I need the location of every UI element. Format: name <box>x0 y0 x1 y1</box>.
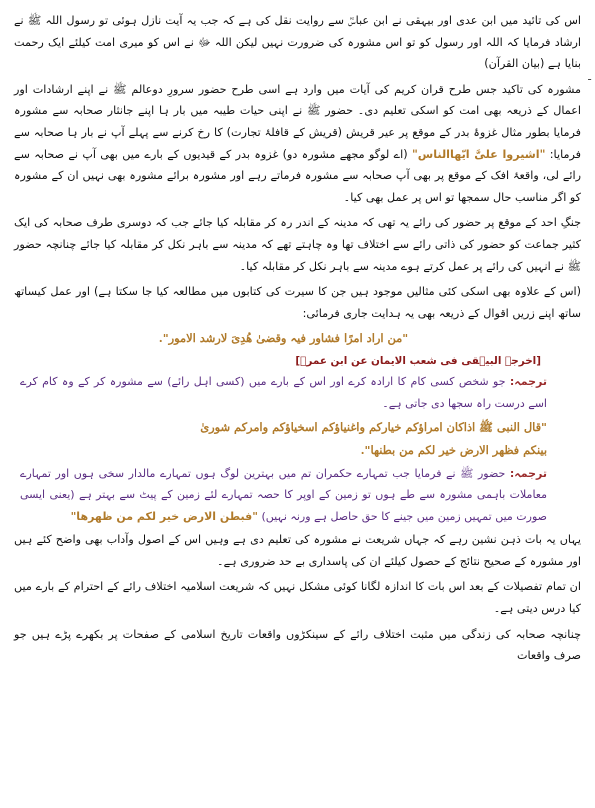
paragraph-7-text: چنانچہ صحابہ کی زندگی میں مثبت اختلاف رائے کے سینکڑوں واقعات تاریخ اسلامی کے صفحات پر بکھرے پڑے ہیں جو صرف واقعات <box>14 627 581 663</box>
hadith-2-translation <box>20 463 547 528</box>
paragraph-7 <box>14 624 581 667</box>
paragraph-3 <box>14 212 581 277</box>
hadith-2-arabic-line-2: بینکم فظھر الارض خیر لکم من بطنھا". <box>360 442 547 457</box>
paragraph-2-text-a: مشورہ کی تاکید جس طرح قران کریم کی آیات میں وارد ہے اسی طرح حضور سرورِ دوعالم ﷺ نے اپنے ارشادات اور اعمال کے ذریعہ بھی امت کو اسکی تعلیم دی۔ حضور ﷺ نے اپنی حیات طیبہ میں بار ہا اپنے جانثار صحابہ سے مشورہ فرمایا بطور مثال غزوۂ بدر کے موقع پر عیر قریش (قریش کے قافلۂ تجارت) کا رخ کرنے سے پہلے آپ نے بار ہا صحابہ سے فرمایا: <box>14 82 581 161</box>
hadith-2-arabic-line-1: "قال النبی ﷺ اذاکان امراؤکم خیارکم واغنیاؤکم اسخیاؤکم وامرکم شوریٰ <box>200 419 547 434</box>
hadith-1-source: [اخرجہ البیہقی فی شعب الایمان عن ابن عمرؓ] <box>295 355 541 368</box>
hadith-2-translation-text: حضور ﷺ نے فرمایا جب تمہارے حکمران تم میں بہترین لوگ ہوں تمہارے مالدار سخی ہوں اور تمہارے معاملات باہمی مشورہ سے طے ہوں تو زمین کے اوپر کا حصہ تمہارے لئے زمین کے پیٹ سے بہتر ہے (یعنی ایسی صورت میں تمہیں زمین میں جینے کا حق حاصل ہے ورنہ نہیں) <box>20 466 547 523</box>
hadith-2-translation-lead: ترجمہ: <box>509 466 547 480</box>
paragraph-6-text: ان تمام تفصیلات کے بعد اس بات کا اندازہ لگانا کوئی مشکل نہیں کہ شریعت اسلامیہ اختلاف رائے کے احترام کے بارے میں کیا درس دیتی ہے۔ <box>14 580 581 616</box>
paragraph-5 <box>14 529 581 572</box>
hadith-1-translation-text: جو شخص کسی کام کا ارادہ کرے اور اس کے بارے میں (کسی اہل رائے) سے مشورہ کر کے وہ کام کرے اسے درست راہ سجھا دی جاتی ہے۔ <box>20 375 547 410</box>
margin-mark: ـ <box>588 72 591 83</box>
paragraph-2 <box>14 79 581 209</box>
paragraph-2-quote: "اشیروا علیَّ ایّھاالناس" <box>411 147 546 161</box>
paragraph-1-text: اس کی تائید میں ابن عدی اور بیہقی نے ابن عباسؓ سے روایت نقل کی ہے کہ جب یہ آیت نازل ہوئی تو رسول اللہ ﷺ نے ارشاد فرمایا کہ اللہ اور رسول کو تو اس مشورہ کی ضرورت نہیں لیکن اللہ ﷻ نے اس کو میری امت کیلئے ایک رحمت بنایا ہے (بیان القرآن) <box>14 14 581 71</box>
paragraph-2-text-b: (اے لوگو مجھے مشورہ دو) غزوہ بدر کے قیدیوں کے بارے میں بھی آپ نے صحابہ سے رائے لی، واقعۂ افک کے موقع پر بھی آپ صحابہ سے مشورہ فرماتے رہے اور مشورہ برائے مشورہ بھی نہیں ان کے مشورہ کو اگر مناسب حال سمجھا تو اس پر عمل بھی کیا۔ <box>14 147 581 204</box>
paragraph-3-text: جنگِ احد کے موقع پر حضور کی رائے یہ تھی کہ مدینہ کے اندر رہ کر مقابلہ کیا جائے جب کہ دوسری طرف صحابہ کی ایک کثیر جماعت کو حضور کی ذاتی رائے سے اختلاف تھا وہ چاہتے تھے کہ مدینہ سے باہر نکل کر مقابلہ کیا جائے چنانچہ حضور ﷺ نے انہیں کی رائے پر عمل کرتے ہوے مدینہ سے باہر نکل کر مقابلہ کیا۔ <box>14 216 581 273</box>
paragraph-4 <box>14 281 581 324</box>
hadith-1-translation-lead: ترجمہ: <box>509 375 547 389</box>
paragraph-6 <box>14 576 581 619</box>
hadith-1-translation <box>20 371 547 414</box>
hadith-2-translation-quote: "فبطن الارض خیر لکم من ظھرھا" <box>70 509 258 523</box>
paragraph-5-text: یہاں یہ بات ذہن نشین رہے کہ جہاں شریعت نے مشورہ کی تعلیم دی ہے وہیں اس کے اصول وآداب بھی واضح کئے ہیں اور مشورہ کے صحیح نتائج کے حصول کیلئے ان کی پاسداری بے حد ضروری ہے۔ <box>14 533 581 568</box>
paragraph-1 <box>14 10 581 75</box>
paragraph-4-text: (اس کے علاوہ بھی اسکی کئی مثالیں موجود ہیں جن کا سیرت کی کتابوں میں مطالعہ کیا جا سکتا ہے) اور عمل کیساتھ ساتھ اپنے زریں اقوال کے ذریعہ بھی یہ ہدایت جاری فرمائی: <box>14 285 581 320</box>
hadith-1-arabic: "من اراد امرًا فشاور فیہ وقضیٰ ھُدِیَ لارشد الامور". <box>158 331 409 346</box>
